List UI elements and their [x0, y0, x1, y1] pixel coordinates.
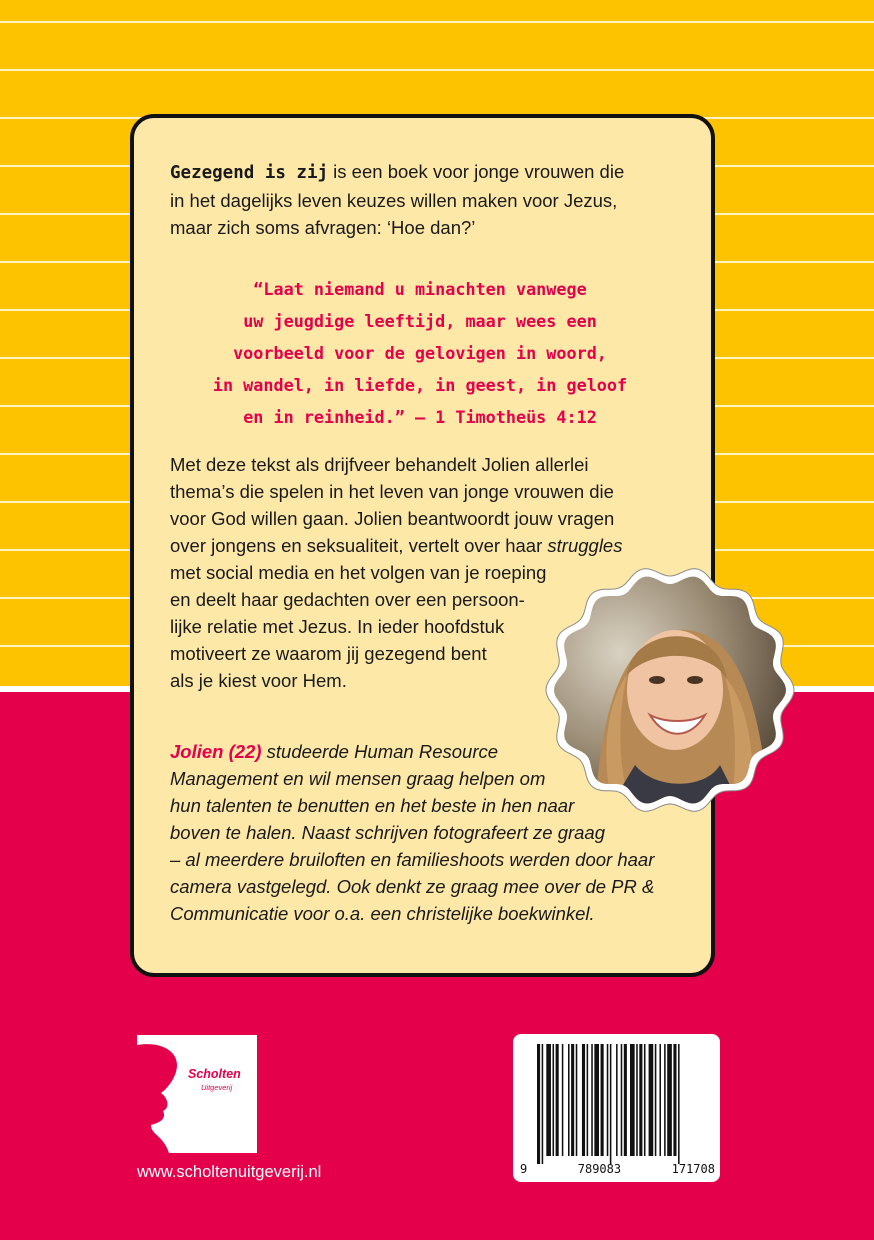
bible-quote — [175, 273, 665, 433]
barcode-bar — [568, 1044, 570, 1156]
body-line: thema’s die spelen in het leven van jonge vrouwen die — [170, 481, 614, 502]
barcode-bar — [576, 1044, 578, 1156]
publisher-url: www.scholtenuitgeverij.nl — [137, 1163, 322, 1181]
quote-line: in wandel, in liefde, in geest, in geloof — [212, 375, 628, 395]
isbn-digits — [520, 1162, 715, 1176]
isbn-prefix: 9 — [520, 1162, 528, 1176]
barcode-bar — [624, 1044, 627, 1156]
barcode-bar — [562, 1044, 564, 1156]
barcode-bar — [556, 1044, 559, 1156]
publisher-sub: Uitgeverij — [201, 1083, 233, 1092]
intro-line1: is een boek voor jonge vrouwen die — [328, 161, 625, 182]
bio-line: Communicatie voor o.a. een christelijke boekwinkel. — [170, 903, 595, 924]
publisher-name: Scholten — [188, 1067, 241, 1081]
barcode-bar — [636, 1044, 638, 1156]
barcode-bar — [678, 1044, 680, 1164]
quote-line: en in reinheid.” – 1 Timotheüs 4:12 — [243, 407, 597, 427]
barcode-bar — [587, 1044, 589, 1156]
barcode-bar — [591, 1044, 593, 1156]
body-line-struggles — [170, 532, 690, 559]
barcode-bar — [659, 1044, 661, 1156]
body-line: lijke relatie met Jezus. In ieder hoofdstuk — [170, 616, 505, 637]
barcode-bar — [582, 1044, 585, 1156]
bio-line1: studeerde Human Resource — [261, 741, 499, 762]
struggles-word: struggles — [547, 535, 623, 556]
body-line: en deelt haar gedachten over een persoon- — [170, 589, 525, 610]
intro-line3: maar zich soms afvragen: ‘Hoe dan?’ — [170, 217, 476, 238]
barcode-box — [513, 1034, 720, 1182]
intro-line2: in het dagelijks leven keuzes willen maken voor Jezus, — [170, 190, 618, 211]
body-line: als je kiest voor Hem. — [170, 670, 347, 691]
barcode-bar — [607, 1044, 609, 1156]
quote-line: “Laat niemand u minachten vanwege — [253, 279, 587, 299]
barcode-bar — [644, 1044, 646, 1156]
book-title: Gezegend is zij — [170, 163, 329, 183]
bio-line: – al meerdere bruiloften en familieshoots werden door haar — [170, 849, 655, 870]
barcode-bar — [610, 1044, 612, 1164]
barcode-bar — [594, 1044, 599, 1156]
isbn-group1: 789083 — [577, 1162, 622, 1176]
author-photo — [545, 565, 795, 815]
body-line: Met deze tekst als drijfveer behandelt Jolien allerlei — [170, 454, 589, 475]
barcode-bars — [513, 1034, 720, 1164]
barcode-bar — [655, 1044, 657, 1156]
barcode-bar — [616, 1044, 618, 1156]
body-line: met social media en het volgen van je roeping — [170, 562, 547, 583]
body-line-text: over jongens en seksualiteit, vertelt over haar — [170, 535, 543, 556]
bio-line: Management en wil mensen graag helpen om — [170, 768, 546, 789]
quote-line: uw jeugdige leeftijd, maar wees een — [243, 311, 597, 331]
quote-line: voorbeeld voor de gelovigen in woord, — [233, 343, 607, 363]
barcode-bar — [546, 1044, 551, 1156]
barcode-bar — [664, 1044, 666, 1156]
author-name: Jolien (22) — [170, 741, 262, 762]
bio-line: hun talenten te benutten en het beste in hen naar — [170, 795, 575, 816]
bio-line: boven te halen. Naast schrijven fotografeert ze graag — [170, 822, 606, 843]
publisher-logo — [137, 1035, 257, 1153]
barcode-bar — [571, 1044, 574, 1156]
bio-line: camera vastgelegd. Ook denkt ze graag mee over de PR & — [170, 876, 655, 897]
body-line: motiveert ze waarom jij gezegend bent — [170, 643, 487, 664]
barcode-bar — [553, 1044, 555, 1156]
barcode-bar — [639, 1044, 642, 1156]
barcode-bar — [542, 1044, 544, 1164]
barcode-bar — [621, 1044, 623, 1156]
barcode-bar — [649, 1044, 654, 1156]
isbn-group2: 171708 — [671, 1162, 715, 1176]
barcode-bar — [537, 1044, 540, 1164]
barcode-bar — [601, 1044, 604, 1156]
intro-text — [170, 158, 700, 241]
barcode-bar — [673, 1044, 676, 1156]
barcode-bar — [667, 1044, 672, 1156]
barcode-bar — [630, 1044, 635, 1156]
body-line: voor God willen gaan. Jolien beantwoordt jouw vragen — [170, 508, 615, 529]
